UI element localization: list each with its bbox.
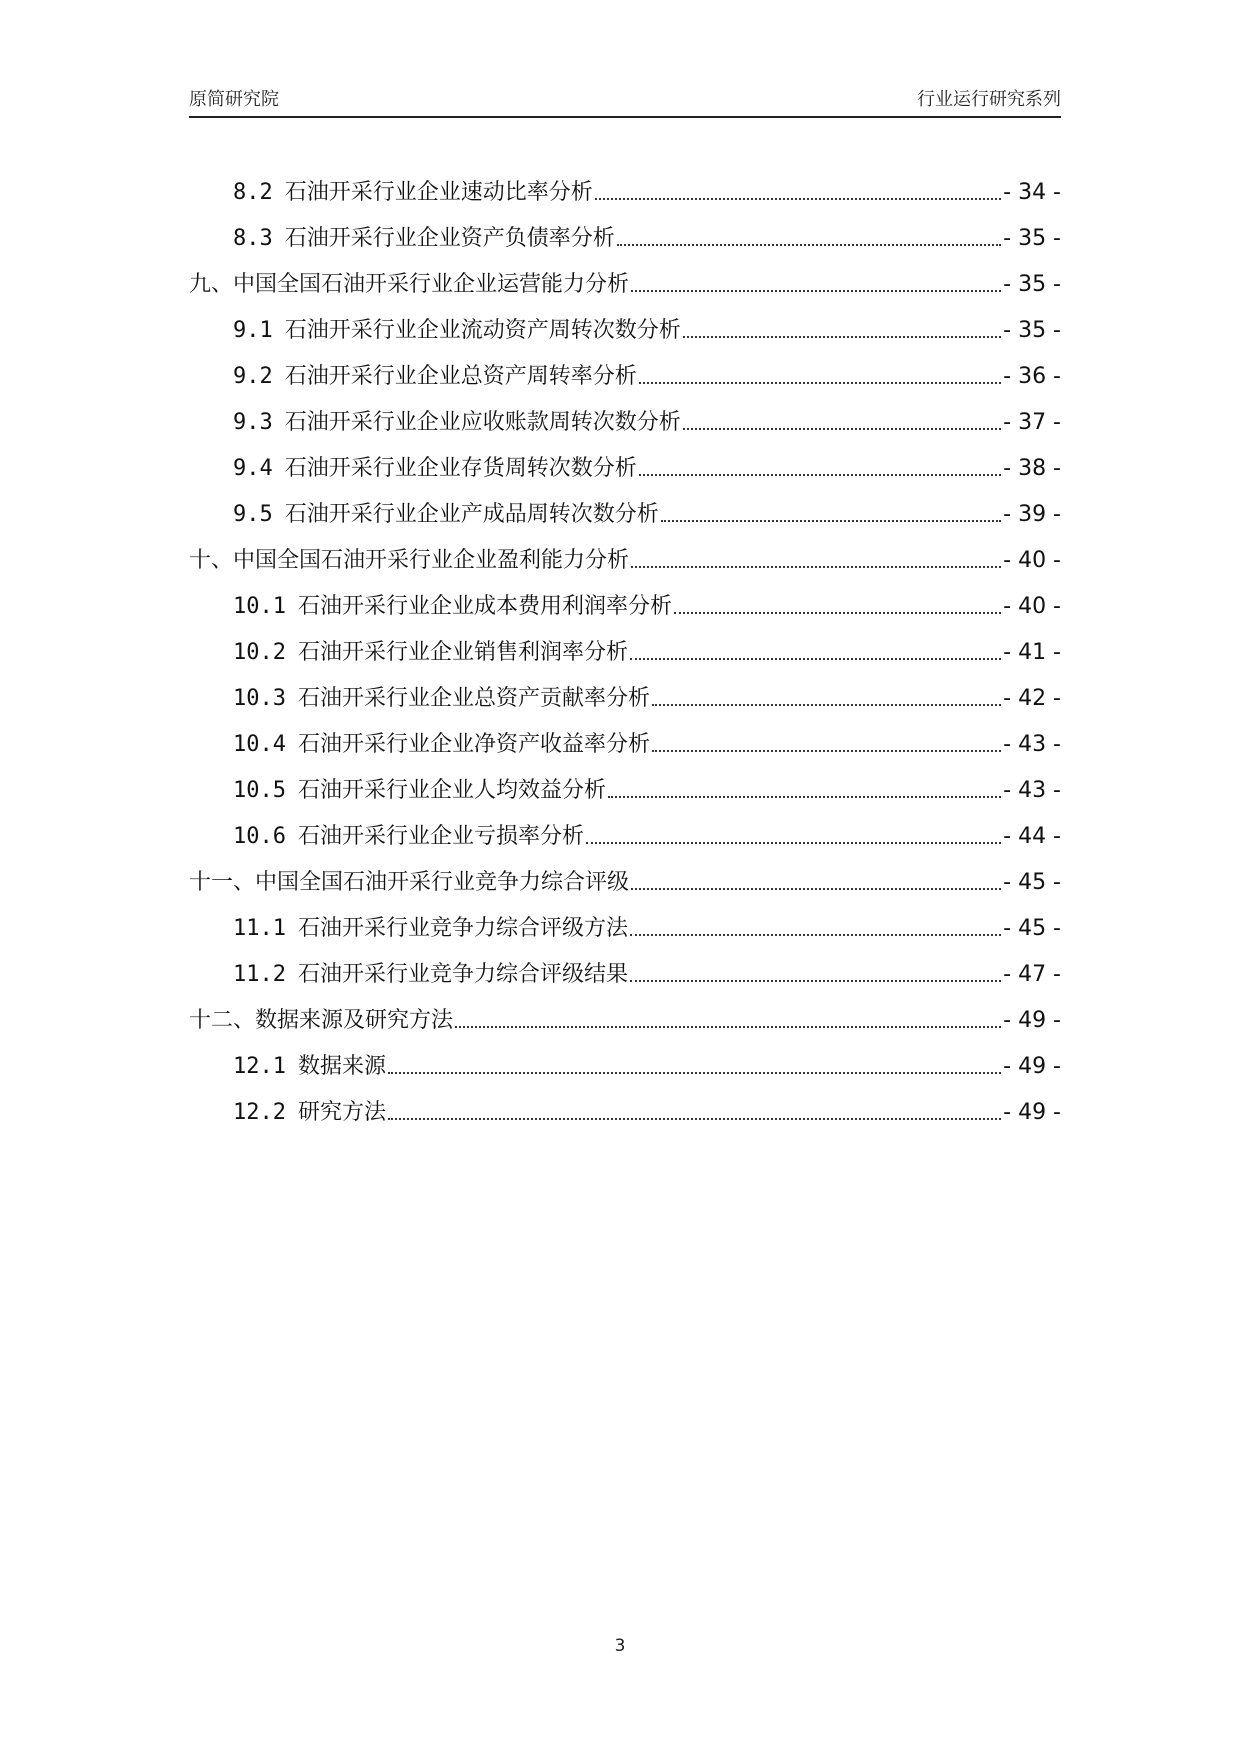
toc-entry-page: - 45 - — [1003, 870, 1061, 895]
toc-entry-page: - 35 - — [1003, 318, 1061, 343]
toc-entry[interactable] — [189, 170, 1061, 216]
toc-entry-number: 9.4 — [233, 456, 273, 481]
toc-entry-page: - 49 - — [1003, 1008, 1061, 1033]
toc-entry-page: - 42 - — [1003, 686, 1061, 711]
toc-entry-page: - 39 - — [1003, 502, 1061, 527]
toc-entry[interactable] — [189, 860, 1061, 906]
toc-entry[interactable] — [189, 906, 1061, 952]
toc-entry-number: 10.3 — [233, 686, 286, 711]
toc-entry[interactable] — [189, 262, 1061, 308]
toc-entry-title: 石油开采行业企业人均效益分析 — [297, 778, 606, 803]
toc-entry-number: 9.2 — [233, 364, 273, 389]
toc-entry-title: 石油开采行业企业成本费用利润率分析 — [297, 594, 672, 619]
toc-entry-number: 10.2 — [233, 640, 286, 665]
toc-entry-page: - 45 - — [1003, 916, 1061, 941]
toc-entry-title: 数据来源 — [297, 1054, 386, 1079]
toc-entry-number: 10.5 — [233, 778, 286, 803]
toc-entry-title: 石油开采行业企业流动资产周转次数分析 — [284, 318, 681, 343]
toc-entry-page: - 44 - — [1003, 824, 1061, 849]
toc-entry[interactable] — [189, 216, 1061, 262]
toc-entry[interactable] — [189, 722, 1061, 768]
toc-dot-leader — [639, 474, 1001, 476]
toc-entry-page: - 38 - — [1003, 456, 1061, 481]
toc-entry[interactable] — [189, 814, 1061, 860]
toc-entry-title: 石油开采行业企业资产负债率分析 — [284, 226, 615, 251]
toc-entry-number: 10.1 — [233, 594, 286, 619]
toc-entry-title: 十二、数据来源及研究方法 — [189, 1008, 454, 1033]
toc-entry-title: 石油开采行业企业净资产收益率分析 — [297, 732, 650, 757]
toc-entry-title: 石油开采行业企业存货周转次数分析 — [284, 456, 637, 481]
toc-entry-title: 九、中国全国石油开采行业企业运营能力分析 — [189, 272, 630, 297]
toc-entry-page: - 35 - — [1003, 272, 1061, 297]
toc-entry[interactable] — [189, 354, 1061, 400]
toc-entry-page: - 43 - — [1003, 778, 1061, 803]
toc-dot-leader — [683, 336, 1001, 338]
table-of-contents — [189, 170, 1061, 1136]
toc-entry-title: 石油开采行业竞争力综合评级方法 — [297, 916, 628, 941]
toc-entry-number: 12.1 — [233, 1054, 286, 1079]
toc-dot-leader — [617, 244, 1001, 246]
toc-entry[interactable] — [189, 308, 1061, 354]
toc-dot-leader — [630, 980, 1001, 982]
toc-dot-leader — [683, 428, 1001, 430]
toc-dot-leader — [631, 566, 1001, 568]
toc-dot-leader — [631, 888, 1001, 890]
toc-dot-leader — [630, 658, 1001, 660]
toc-entry[interactable] — [189, 400, 1061, 446]
toc-entry-number: 11.2 — [233, 962, 286, 987]
toc-entry[interactable] — [189, 768, 1061, 814]
toc-entry-page: - 41 - — [1003, 640, 1061, 665]
toc-entry-title: 石油开采行业企业应收账款周转次数分析 — [284, 410, 681, 435]
toc-entry-title: 十一、中国全国石油开采行业竞争力综合评级 — [189, 870, 630, 895]
toc-entry[interactable] — [189, 952, 1061, 998]
toc-entry-page: - 43 - — [1003, 732, 1061, 757]
toc-dot-leader — [674, 612, 1001, 614]
toc-entry[interactable] — [189, 998, 1061, 1044]
toc-entry[interactable] — [189, 1090, 1061, 1136]
toc-entry[interactable] — [189, 538, 1061, 584]
toc-entry-title: 石油开采行业企业亏损率分析 — [297, 824, 584, 849]
toc-dot-leader — [661, 520, 1001, 522]
toc-entry-title: 研究方法 — [297, 1100, 386, 1125]
toc-dot-leader — [608, 796, 1001, 798]
toc-entry[interactable] — [189, 630, 1061, 676]
toc-entry-page: - 40 - — [1003, 548, 1061, 573]
toc-entry-page: - 49 - — [1003, 1054, 1061, 1079]
page-header — [189, 86, 1061, 118]
toc-entry[interactable] — [189, 584, 1061, 630]
toc-entry-page: - 49 - — [1003, 1100, 1061, 1125]
toc-entry-number: 8.3 — [233, 226, 273, 251]
toc-entry-number: 9.5 — [233, 502, 273, 527]
toc-entry-title: 石油开采行业企业总资产贡献率分析 — [297, 686, 650, 711]
toc-entry-page: - 47 - — [1003, 962, 1061, 987]
toc-dot-leader — [630, 934, 1001, 936]
toc-entry[interactable] — [189, 446, 1061, 492]
toc-dot-leader — [631, 290, 1001, 292]
toc-entry-page: - 35 - — [1003, 226, 1061, 251]
toc-entry-number: 11.1 — [233, 916, 286, 941]
toc-dot-leader — [455, 1026, 1001, 1028]
toc-entry-page: - 37 - — [1003, 410, 1061, 435]
toc-entry-title: 石油开采行业竞争力综合评级结果 — [297, 962, 628, 987]
toc-entry[interactable] — [189, 1044, 1061, 1090]
header-series-name: 行业运行研究系列 — [917, 89, 1061, 110]
toc-entry-title: 石油开采行业企业总资产周转率分析 — [284, 364, 637, 389]
toc-dot-leader — [595, 198, 1001, 200]
toc-entry-number: 9.3 — [233, 410, 273, 435]
toc-dot-leader — [639, 382, 1001, 384]
toc-entry-page: - 40 - — [1003, 594, 1061, 619]
toc-entry-title: 十、中国全国石油开采行业企业盈利能力分析 — [189, 548, 630, 573]
toc-entry-page: - 34 - — [1003, 180, 1061, 205]
toc-entry-title: 石油开采行业企业速动比率分析 — [284, 180, 593, 205]
toc-entry-number: 10.6 — [233, 824, 286, 849]
toc-dot-leader — [652, 704, 1001, 706]
toc-entry[interactable] — [189, 492, 1061, 538]
toc-entry-number: 10.4 — [233, 732, 286, 757]
toc-dot-leader — [388, 1072, 1001, 1074]
toc-dot-leader — [652, 750, 1001, 752]
toc-dot-leader — [586, 842, 1001, 844]
toc-entry-number: 8.2 — [233, 180, 273, 205]
toc-entry[interactable] — [189, 676, 1061, 722]
toc-dot-leader — [388, 1118, 1001, 1120]
toc-entry-number: 9.1 — [233, 318, 273, 343]
page-number: 3 — [614, 1636, 626, 1656]
toc-entry-page: - 36 - — [1003, 364, 1061, 389]
toc-entry-number: 12.2 — [233, 1100, 286, 1125]
toc-entry-title: 石油开采行业企业产成品周转次数分析 — [284, 502, 659, 527]
toc-entry-title: 石油开采行业企业销售利润率分析 — [297, 640, 628, 665]
header-org-name: 原简研究院 — [189, 89, 279, 110]
